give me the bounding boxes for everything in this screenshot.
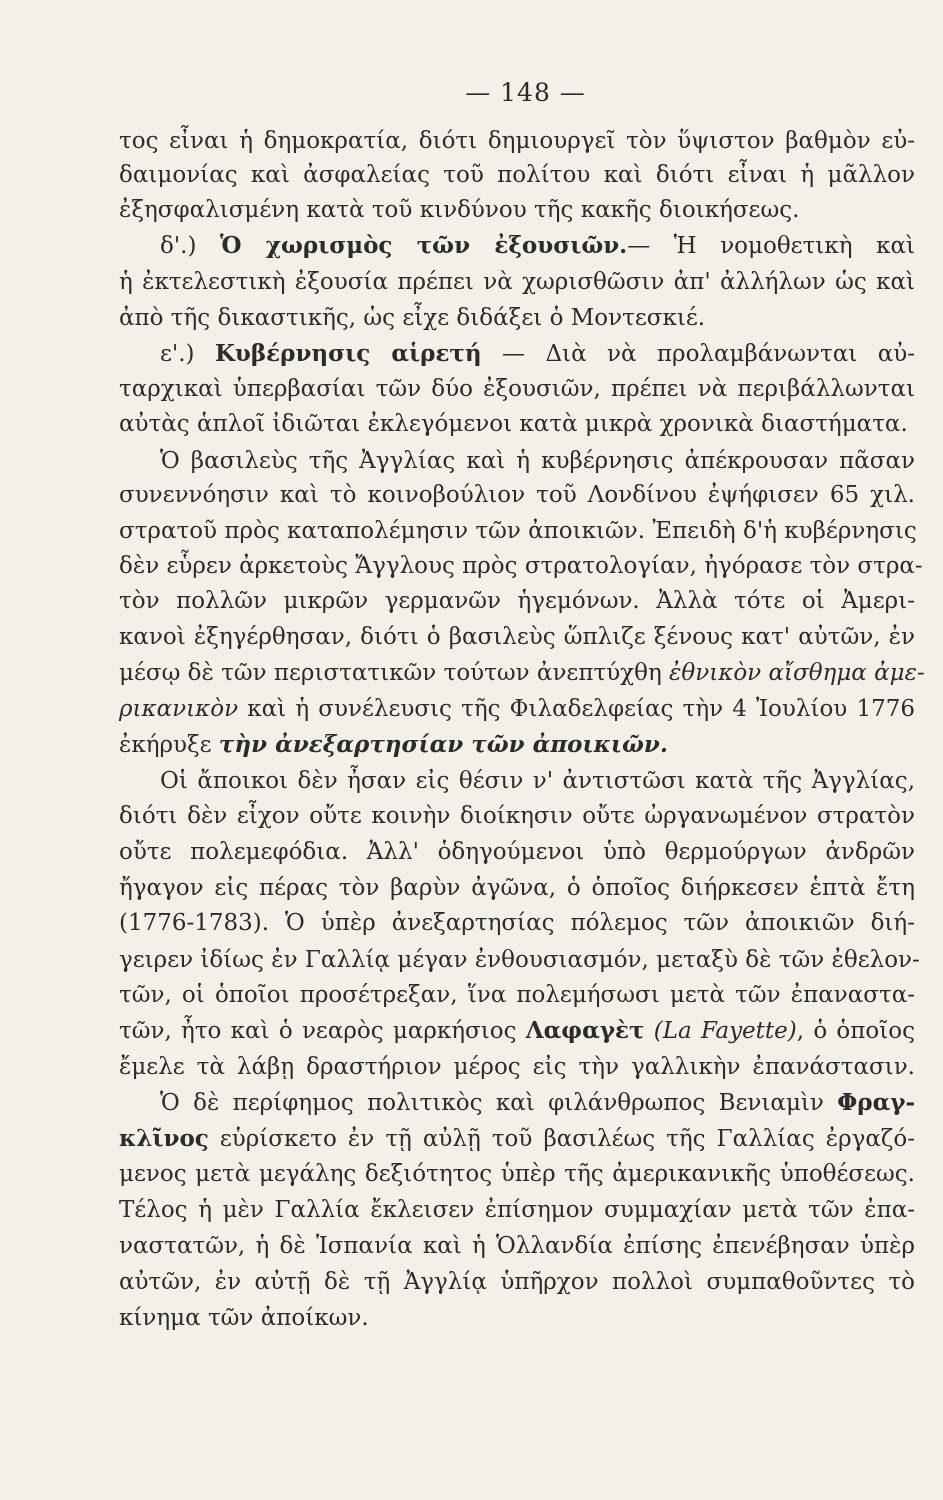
text-segment: Ὁ βασιλεὺς τῆς Ἀγγλίας καὶ ἡ κυβέρνησις ἀπέκρουσαν πᾶσαν — [160, 448, 915, 474]
text-line — [119, 1017, 915, 1047]
text-segment: τῶν, ἦτο καὶ ὁ νεαρὸς μαρκήσιος — [119, 1018, 526, 1044]
text-segment: ἀπὸ τῆς δικαστικῆς, ὡς εἶχε διδάξει ὁ Μοντεσκιέ. — [119, 305, 706, 331]
text-line — [160, 447, 915, 477]
text-line — [119, 623, 915, 653]
emphasized-text: ἐθνικὸν αἴσθημα ἀμε- — [669, 660, 925, 686]
text-line — [119, 946, 920, 976]
text-line — [119, 981, 915, 1011]
text-segment: στρατοῦ πρὸς καταπολέμησιν τῶν ἀποικιῶν. Ἐπειδὴ δ'ἡ κυβέρνησις — [119, 518, 917, 544]
text-line — [119, 375, 915, 405]
text-segment: κανοὶ ἐξηγέρθησαν, διότι ὁ βασιλεὺς ὥπλιζε ξένους κατ' αὐτῶν, ἐν — [119, 624, 915, 650]
text-segment: γειρεν ἰδίως ἐν Γαλλίᾳ μέγαν ἐνθουσιασμόν, μεταξὺ δὲ τῶν ἐθελον- — [119, 947, 920, 973]
text-line — [119, 1196, 915, 1226]
text-segment: εὑρίσκετο ἐν τῇ αὐλῇ τοῦ βασιλέως τῆς Γαλλίας ἐργαζό- — [208, 1126, 915, 1152]
text-line — [119, 1160, 915, 1190]
text-line — [119, 874, 915, 904]
text-line — [119, 304, 915, 334]
text-line — [119, 1268, 915, 1298]
text-line — [119, 196, 915, 226]
text-line — [119, 1232, 915, 1262]
emphasized-text: τὴν ἀνεξαρτησίαν τῶν ἀποικιῶν. — [218, 731, 668, 758]
text-segment: διότι δὲν εἶχον οὔτε κοινὴν διοίκησιν οὔτε ὠργανωμένον στρατὸν — [119, 803, 915, 829]
text-segment: μέσῳ δὲ τῶν περιστατικῶν τούτων ἀνεπτύχθη — [119, 660, 670, 686]
text-segment: ταρχικαὶ ὑπερβασίαι τῶν δύο ἐξουσιῶν, πρέπει νὰ περιβάλλωνται — [119, 376, 915, 402]
text-segment: αὐτὰς ἁπλοῖ ἰδιῶται ἐκλεγόμενοι κατὰ μικρὰ χρονικὰ διαστήματα. — [119, 411, 908, 437]
text-line — [119, 1125, 915, 1155]
text-segment: κίνημα τῶν ἀποίκων. — [119, 1305, 369, 1331]
text-segment: ἐκήρυξε — [119, 732, 219, 758]
text-segment: — Διὰ νὰ προλαμβάνωνται αὐ- — [481, 341, 915, 367]
text-line — [160, 1089, 915, 1119]
text-line — [119, 731, 915, 761]
text-line — [119, 268, 915, 298]
text-line — [160, 767, 915, 797]
emphasized-text: (La Fayette) — [653, 1018, 797, 1044]
text-segment: Οἱ ἄποικοι δὲν ἦσαν εἰς θέσιν ν' ἀντιστῶσι κατὰ τῆς Ἀγγλίας, — [160, 768, 915, 794]
text-segment: δαιμονίας καὶ ἀσφαλείας τοῦ πολίτου καὶ διότι εἶναι ἡ μᾶλλον — [119, 162, 915, 188]
text-line — [119, 127, 915, 157]
text-line — [119, 909, 915, 939]
text-segment: δ'.) — [160, 233, 221, 259]
text-line — [160, 340, 915, 370]
text-line — [119, 659, 925, 689]
text-segment: Τέλος ἡ μὲν Γαλλία ἔκλεισεν ἐπίσημον συμμαχίαν μετὰ τῶν ἐπα- — [119, 1197, 915, 1223]
text-segment: — Ἡ νομοθετικὴ καὶ — [627, 233, 915, 259]
text-line — [119, 1053, 915, 1083]
text-line — [119, 587, 915, 617]
text-line — [119, 481, 915, 511]
emphasized-text: κλῖνος — [119, 1125, 209, 1152]
text-segment: ἡ ἐκτελεστικὴ ἐξουσία πρέπει νὰ χωρισθῶσιν ἀπ' ἀλλήλων ὡς καὶ — [119, 269, 915, 295]
text-segment: τος εἶναι ἡ δημοκρατία, διότι δημιουργεῖ τὸν ὕψιστον βαθμὸν εὐ- — [119, 128, 915, 154]
text-segment: τῶν, οἱ ὁποῖοι προσέτρεξαν, ἵνα πολεμήσωσι μετὰ τῶν ἐπαναστα- — [119, 982, 915, 1008]
text-segment: τὸν πολλῶν μικρῶν γερμανῶν ἡγεμόνων. Ἀλλὰ τότε οἱ Ἀμερι- — [119, 588, 915, 614]
text-segment: Ὁ δὲ περίφημος πολιτικὸς καὶ φιλάνθρωπος Βενιαμὶν — [160, 1090, 838, 1116]
text-segment: οὔτε πολεμεφόδια. Ἀλλ' ὁδηγούμενοι ὑπὸ θερμούργων ἀνδρῶν — [119, 839, 915, 865]
text-line — [119, 695, 915, 725]
text-segment: ναστατῶν, ἡ δὲ Ἱσπανία καὶ ἡ Ὁλλανδία ἐπίσης ἐπενέβησαν ὑπὲρ — [119, 1233, 915, 1259]
emphasized-text: ρικανικὸν — [119, 696, 239, 722]
emphasized-text: Φραγ- — [837, 1089, 915, 1116]
text-line — [119, 838, 915, 868]
text-segment: ἤγαγον εἰς πέρας τὸν βαρὺν ἀγῶνα, ὁ ὁποῖος διήρκεσεν ἑπτὰ ἔτη — [119, 875, 915, 901]
text-segment: ἔμελε τὰ λάβῃ δραστήριον μέρος εἰς τὴν γαλλικὴν ἐπανάστασιν. — [119, 1054, 915, 1080]
text-segment: αὐτῶν, ἐν αὐτῇ δὲ τῇ Ἀγγλίᾳ ὑπῆρχον πολλοὶ συμπαθοῦντες τὸ — [119, 1269, 915, 1295]
text-line — [119, 410, 915, 440]
emphasized-text: Ὁ χωρισμὸς τῶν ἐξουσιῶν. — [220, 232, 628, 259]
text-segment: ἐξησφαλισμένη κατὰ τοῦ κινδύνου τῆς κακῆς διοικήσεως. — [119, 197, 800, 223]
text-line — [119, 802, 915, 832]
emphasized-text: Κυβέρνησις αἱρετή — [214, 340, 482, 367]
text-segment: συνεννόησιν καὶ τὸ κοινοβούλιον τοῦ Λονδίνου ἐψήφισεν 65 χιλ. — [119, 482, 915, 508]
page-number: — 148 — — [465, 78, 586, 107]
text-segment: μενος μετὰ μεγάλης δεξιότητος ὑπὲρ τῆς ἀμερικανικῆς ὑποθέσεως. — [119, 1161, 915, 1187]
text-segment: καὶ ἡ συνέλευσις τῆς Φιλαδελφείας τὴν 4 Ἰουλίου 1776 — [238, 696, 915, 722]
text-line — [119, 1304, 915, 1334]
text-segment: , ὁ ὁποῖος — [796, 1018, 915, 1044]
text-segment: ε'.) — [160, 341, 215, 367]
text-line — [119, 552, 923, 582]
text-line — [160, 232, 915, 262]
text-line — [119, 161, 915, 191]
text-segment: δὲν εὗρεν ἀρκετοὺς Ἄγγλους πρὸς στρατολογίαν, ἠγόρασε τὸν στρα- — [119, 553, 923, 579]
text-line — [119, 517, 915, 547]
text-segment — [644, 1018, 653, 1044]
emphasized-text: Λαφαγὲτ — [525, 1017, 645, 1044]
text-segment: (1776-1783). Ὁ ὑπὲρ ἀνεξαρτησίας πόλεμος τῶν ἀποικιῶν διή- — [119, 910, 915, 936]
